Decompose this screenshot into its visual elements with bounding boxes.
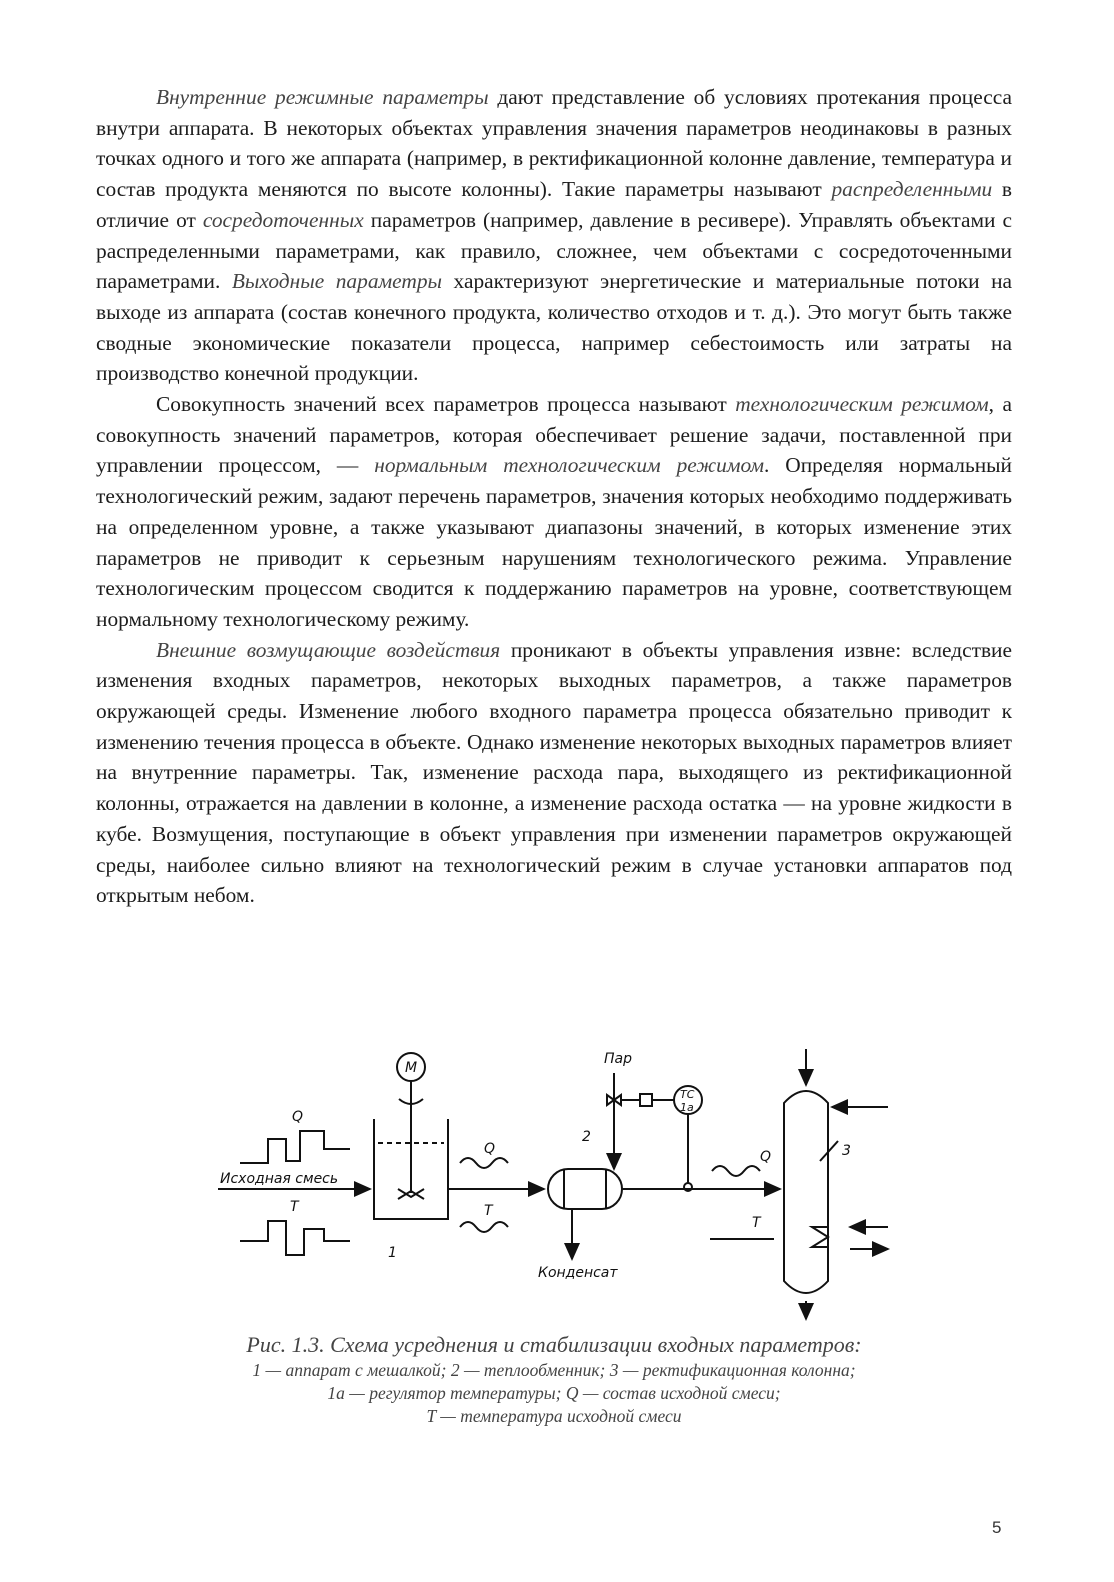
t-right-label: T	[752, 1215, 761, 1231]
figure-caption	[96, 1331, 1012, 1428]
q-disturbance-wave	[240, 1131, 350, 1163]
paragraph	[96, 635, 1012, 911]
page-number: 5	[992, 1518, 1002, 1537]
process-schematic	[212, 1043, 902, 1321]
motor-label: M	[405, 1060, 418, 1076]
italic-term: Выходные параметры	[231, 269, 443, 294]
italic-term: распределенными	[831, 177, 993, 202]
condensate-label: Конденсат	[538, 1265, 618, 1281]
steam-label: Пар	[604, 1051, 632, 1067]
text-run: характеризуют энергетические и материальные потоки на выходе из аппарата (состав конечного продукта, количество отходов и т. д.). Это могут быть также сводные экономические показатели процесса, например себестоимость или затраты на производство конечной продукции.	[96, 269, 1013, 386]
tc-label: TC	[680, 1088, 695, 1101]
q-mid-label: Q	[484, 1141, 496, 1157]
label-2: 2	[582, 1129, 591, 1145]
text-run: параметров (например, давление в ресивере). Управлять объектами с распределенными параметрами, как правило, сложнее, чем объектами с сосредоточенными параметрами.	[96, 207, 1012, 294]
tc-sub-label: 1a	[680, 1101, 694, 1114]
italic-term: Внутренние режимные параметры	[156, 85, 489, 109]
caption-line: 1 — аппарат с мешалкой; 2 — теплообменник; 3 — ректификационная колонна;	[252, 1360, 856, 1380]
text-run: , а совокупность значений параметров, которая обеспечивает решение задачи, поставленной при управлении процессом, —	[96, 392, 1012, 478]
italic-term: технологическим режимом	[735, 392, 989, 417]
paragraph	[96, 82, 1012, 389]
italic-term: Внешние возмущающие воздействия	[156, 637, 501, 662]
t-left-label: T	[290, 1199, 299, 1215]
text-run: в отличие от	[96, 177, 1013, 232]
q-right-label: Q	[760, 1149, 772, 1165]
text-run: проникают в объекты управления извне: вследствие изменения входных параметров, некоторых выходных параметров, а также параметров окружающей среды. Изменение любого входного параметра процесса обязательно приводит к изменению течения процесса в объекте. Однако изменение некоторых выходных параметров влияет на внутренние параметры. Так, изменение расхода пара, выходящего из ректификационной колонны, отражается на давлении в колонне, а изменение расхода остатка — на уровне жидкости в кубе. Возмущения, поступающие в объект управления при изменении параметров окружающей среды, наиболее сильно влияют на технологический режим в случае установки аппаратов под открытым небом.	[96, 637, 1012, 908]
rectification-column	[784, 1091, 828, 1293]
process-diagram	[212, 1043, 902, 1321]
label-3: 3	[842, 1143, 851, 1159]
t-disturbance-wave	[240, 1221, 350, 1255]
caption-line: 1а — регулятор температуры; Q — состав исходной смеси;	[327, 1383, 781, 1403]
caption-line: T — температура исходной смеси	[426, 1406, 682, 1426]
q-left-label: Q	[292, 1109, 304, 1125]
caption-title: Рис. 1.3. Схема усреднения и стабилизации входных параметров:	[246, 1332, 862, 1357]
text-run: Совокупность значений всех параметров процесса называют	[156, 392, 736, 417]
label-1: 1	[388, 1245, 397, 1261]
italic-term: нормальным технологическим режимом	[374, 453, 765, 478]
italic-term: сосредоточенных	[202, 207, 364, 232]
body-text	[96, 82, 1012, 911]
paragraph	[96, 389, 1012, 635]
t-mid-label: T	[484, 1203, 493, 1219]
feed-label: Исходная смесь	[220, 1171, 339, 1187]
heat-exchanger	[548, 1169, 622, 1209]
text-run: дают представление об условиях протекания процесса внутри аппарата. В некоторых объектах управления значения параметров неодинаковы в разных точках одного и того же аппарата (например, в ректификационной колонне давление, температура и состав продукта меняются по высоте колонны). Такие параметры называют	[96, 85, 1012, 202]
text-run: . Определяя нормальный технологический режим, задают перечень параметров, значения которых необходимо поддерживать на определенном уровне, а также указывают диапазоны значений, в которых изменение этих параметров не приводит к серьезным нарушениям технологического режима. Управление технологическим процессом сводится к поддержанию параметров на уровне, соответствующем нормальному технологическому режиму.	[96, 453, 1012, 631]
